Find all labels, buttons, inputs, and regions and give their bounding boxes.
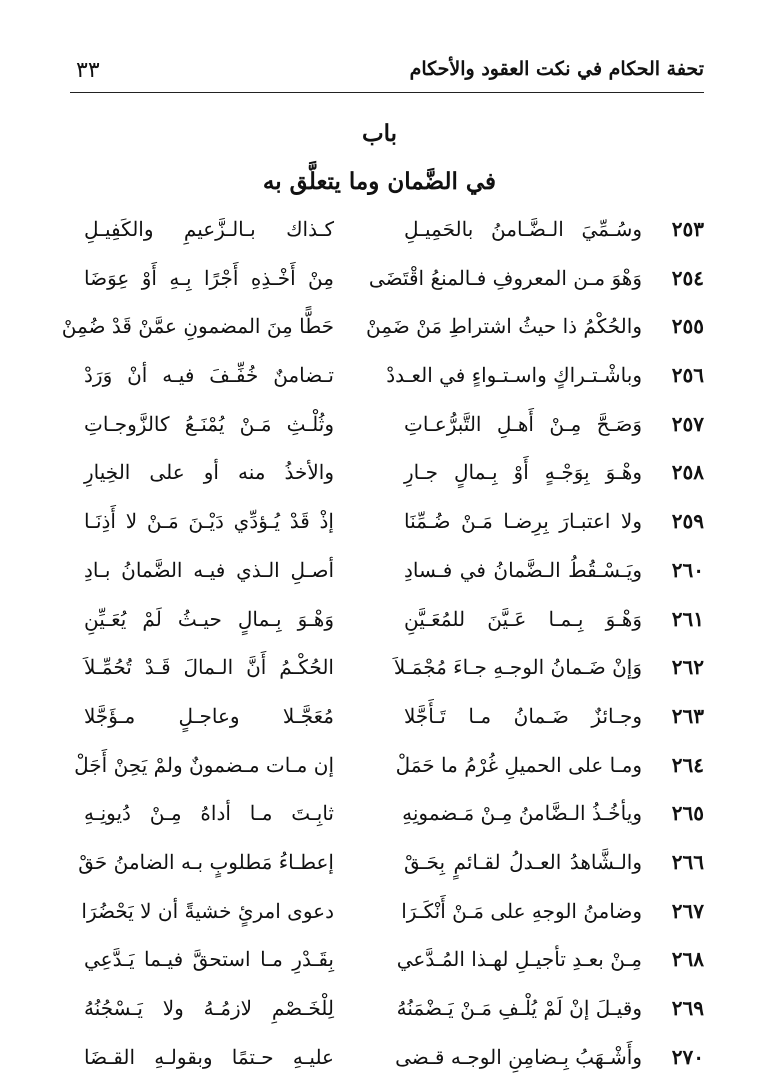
verse-first-hemistich: ومـا على الحميلِ غُرْمُ ما حَمَلْ: [395, 752, 642, 777]
page-number: ٣٣: [76, 58, 100, 83]
verse-second-hemistich: والأخذُ منه أو على الخِيارِ: [84, 460, 334, 485]
verse-first-hemistich: وَهْـوَ بِـمـا عَـيَّنَ للمُعَـيَّنِ: [404, 606, 642, 631]
header-rule: [70, 92, 704, 93]
verse-line: [70, 450, 704, 499]
verse-second-hemistich: وثُلْـثِ مَـنْ يُمْنَـعُ كالزَّوجـاتِ: [84, 411, 334, 436]
verse-second-hemistich: حَطًّا مِنَ المضمونِ عمَّنْ قَدْ ضُمِنْ: [61, 314, 334, 339]
verse-number: ٢٧٠: [671, 1044, 704, 1069]
verse-number: ٢٥٨: [671, 460, 704, 485]
verse-line: [70, 256, 704, 305]
verse-line: [70, 207, 704, 256]
verse-line: [70, 840, 704, 889]
verse-number: ٢٥٩: [671, 509, 704, 534]
verse-number: ٢٥٤: [671, 265, 704, 290]
verse-number: ٢٦٣: [671, 703, 704, 728]
verse-number: ٢٦٠: [671, 557, 704, 582]
verse-number: ٢٥٦: [671, 363, 704, 388]
verse-second-hemistich: إن مـات مـضمونٌ ولمْ يَحِنْ أَجَلْ: [74, 752, 334, 777]
page-header: [70, 58, 704, 90]
verse-number: ٢٥٣: [671, 217, 704, 241]
verse-number: ٢٦٩: [671, 996, 704, 1020]
verse-number: ٢٦٤: [671, 752, 704, 777]
verse-line: [70, 402, 704, 451]
verse-line: [70, 791, 704, 840]
verse-first-hemistich: وسُـمِّيَ الـضَّـامنُ بالحَمِيـلِ: [404, 217, 642, 241]
verse-second-hemistich: عليـهِ حـتمًا وبقولـهِ القـضَا: [84, 1044, 334, 1069]
verse-line: [70, 1035, 704, 1083]
verse-first-hemistich: ويأخُـذُ الـضَّامنُ مِـنْ مَـضمونِهِ: [402, 801, 642, 826]
verse-first-hemistich: وجـائزٌ ضَـمانُ مـا تَـأَجَّلا: [404, 703, 642, 728]
verse-first-hemistich: وَهْوَ مـن المعروفِ فـالمنعُ اقْتَضَى: [368, 265, 642, 290]
running-title: تحفة الحكام في نكت العقود والأحكام: [409, 58, 704, 80]
verse-first-hemistich: والـشَّاهدُ العـدلُ لقـائمٍ بِحَـقْ: [404, 849, 642, 874]
verse-number: ٢٥٧: [671, 411, 704, 436]
verse-line: [70, 548, 704, 597]
verse-second-hemistich: كـذاك بـالـزَّعيمِ والكَفِيـلِ: [84, 217, 334, 241]
verse-line: [70, 597, 704, 646]
verse-number: ٢٦٨: [671, 947, 704, 972]
verse-first-hemistich: وقيـلَ إنْ لَمْ يُلْـفِ مَـنْ يَـضْمَنُهُ: [396, 996, 642, 1020]
verse-number: ٢٦٥: [671, 801, 704, 826]
verse-line: [70, 937, 704, 986]
verse-number: ٢٥٥: [671, 314, 704, 339]
verse-first-hemistich: وباشْـتـراكٍ واسـتـواءٍ في العـددْ: [386, 363, 642, 388]
verse-list: [61, 207, 704, 1083]
verse-number: ٢٦١: [671, 606, 704, 631]
verse-second-hemistich: ثابِـتَ مـا أداهُ مِـنْ دُيونِـهِ: [84, 801, 334, 826]
verse-first-hemistich: وضامنُ الوجهِ على مَـنْ أَنْكَـرَا: [401, 898, 642, 923]
verse-first-hemistich: وَصَـحَّ مِـنْ أَهـلِ التَّبرُّعـاتِ: [404, 411, 642, 436]
verse-line: [70, 499, 704, 548]
verse-first-hemistich: وَإنْ ضَـمانُ الوجـهِ جـاءَ مُجْمَـلاَ: [393, 655, 642, 680]
verse-line: [70, 645, 704, 694]
verse-first-hemistich: ولا اعتبـارَ بِرِضـا مَـنْ ضُـمِّنَا: [404, 509, 642, 534]
verse-second-hemistich: وَهْـوَ بِـمالٍ حيـثُ لَمْ يُعَـيِّنِ: [84, 606, 334, 631]
chapter-title: في الضَّمان وما يتعلَّق به: [262, 168, 497, 195]
verse-number: ٢٦٢: [671, 655, 704, 680]
verse-second-hemistich: إعطـاءُ مَطلوبٍ بـه الضامنُ حَقْ: [78, 849, 334, 874]
verse-second-hemistich: إذْ قَدْ يُـؤدِّي دَيْـنَ مَـنْ لا أَذِنَـا: [84, 509, 334, 534]
verse-first-hemistich: والحُكْمُ ذا حيثُ اشتراطِ مَنْ ضَمِنْ: [365, 314, 642, 339]
verse-second-hemistich: أصـلِ الـذي فيـه الضَّمانُ بـادِ: [84, 557, 334, 582]
verse-second-hemistich: الحُكْـمُ أَنَّ الـمالَ قَـدْ تُحُمِّـلاَ: [84, 655, 334, 680]
verse-second-hemistich: مِنْ أَخْـذِهِ أَجْرًا بِـهِ أَوْ عِوَضَا: [84, 265, 334, 290]
verse-line: [70, 694, 704, 743]
verse-number: ٢٦٦: [671, 849, 704, 874]
verse-first-hemistich: ويَـسْـقُطُ الـضَّمانُ في فـسادِ: [404, 557, 642, 582]
verse-line: [70, 743, 704, 792]
verse-line: [61, 304, 704, 353]
verse-second-hemistich: دعوى امرئٍ خشيةً أن لا يَحْضُرَا: [81, 898, 334, 923]
verse-line: [70, 889, 704, 938]
verse-first-hemistich: وهْـوَ بِوَجْـهٍ أَوْ بِـمالٍ جـارِ: [404, 460, 642, 485]
verse-number: ٢٦٧: [671, 898, 704, 923]
verse-second-hemistich: تـضامنٌ خُفِّـفَ فيـه أنْ وَرَدْ: [84, 363, 334, 388]
verse-second-hemistich: مُعَجَّـلا وعاجـلٍ مـؤَجَّلا: [84, 703, 334, 728]
verse-line: [70, 986, 704, 1035]
verse-second-hemistich: لِلْخَـصْمِ لازمُـهُ ولا يَـسْجُنُهُ: [84, 996, 334, 1020]
verse-second-hemistich: بِقَـدْرِ مـا استحقَّ فيـما يَـدَّعِي: [84, 947, 334, 972]
verse-first-hemistich: مِـنْ بعـدِ تأجيـلِ لهـذا المُـدَّعي: [396, 947, 642, 972]
verse-first-hemistich: وأَشْـهَبُ بِـضامِنِ الوجـه قـضى: [395, 1044, 642, 1069]
chapter-heading: باب: [361, 120, 398, 147]
verse-line: [70, 353, 704, 402]
